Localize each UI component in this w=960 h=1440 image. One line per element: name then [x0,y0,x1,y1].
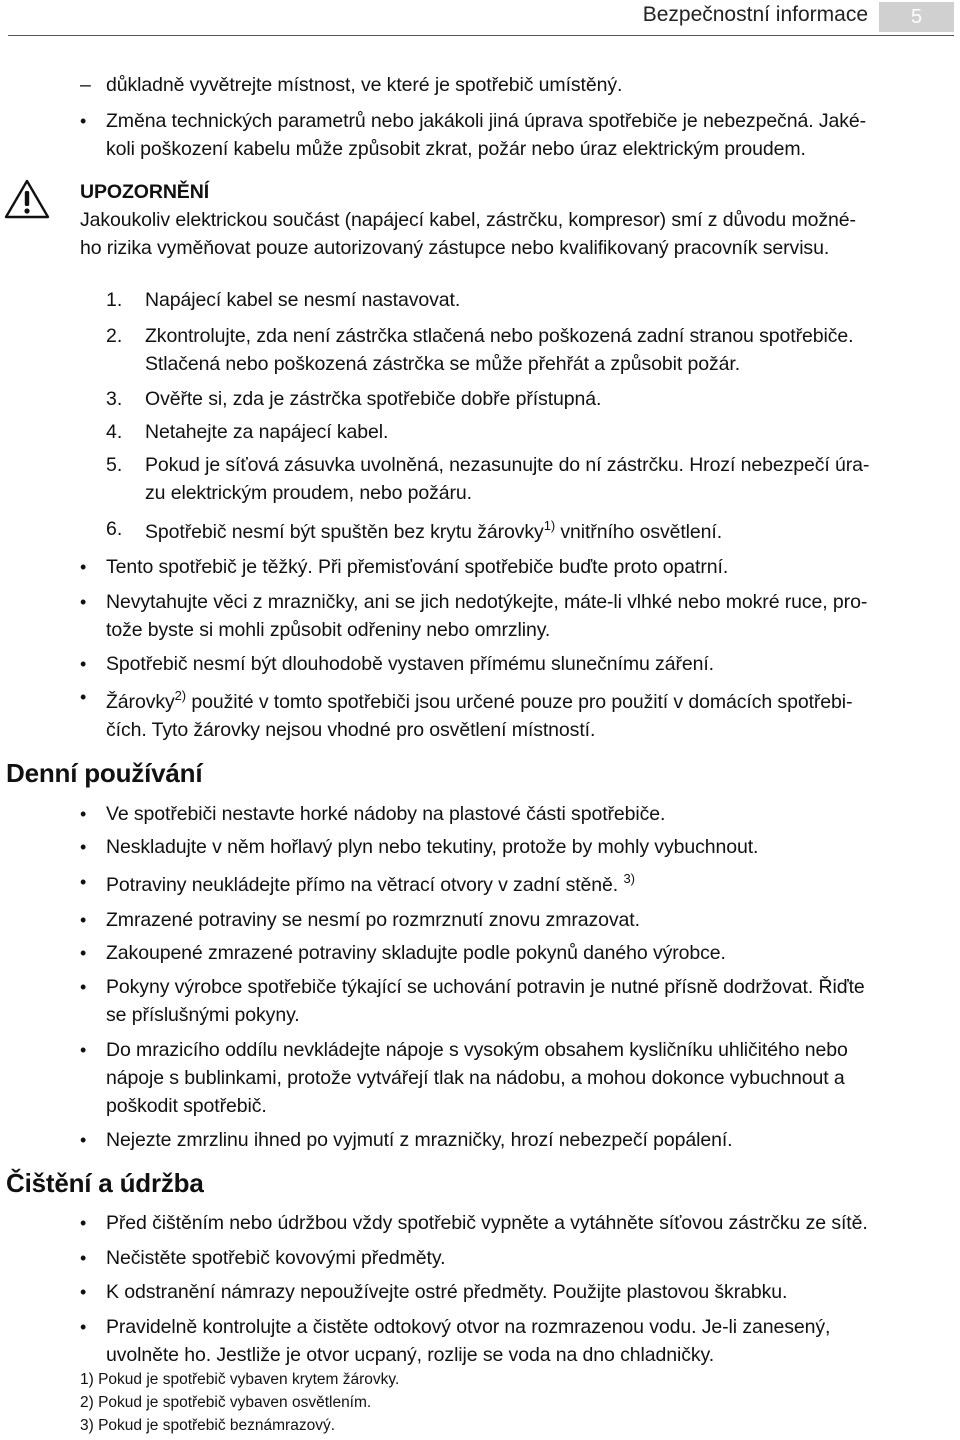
bullet-text: Pokyny výrobce spotřebiče týkající se uchování potravin je nutné přísně dodržovat. Řiďte [106,976,865,998]
bullet-marker: • [80,910,87,930]
footnote: 1) Pokud je spotřebič vybaven krytem žárovky. [80,1371,400,1388]
section-heading-cleaning: Čištění a údržba [6,1168,204,1198]
bullet-text: Nevytahujte věci z mrazničky, ani se jich nedotýkejte, máte-li vlhké nebo mokré ruce, pro- [106,591,868,613]
bullet-marker: • [80,592,87,612]
footnote: 3) Pokud je spotřebič beznámrazový. [80,1417,336,1434]
bullet-marker: • [80,687,87,707]
bullet-text: Nečistěte spotřebič kovovými předměty. [106,1247,446,1269]
warning-title: UPOZORNĚNÍ [80,181,210,203]
bullet-text: Zmrazené potraviny se nesmí po rozmrznutí znovu zmrazovat. [106,909,640,931]
bullet-text: koli poškození kabelu může způsobit zkrat, požár nebo úraz elektrickým proudem. [106,138,806,160]
bullet-marker: • [80,1213,87,1233]
bullet-text: tože byste si mohli způsobit odřeniny nebo omrzliny. [106,619,551,641]
bullet-text: Zakoupené zmrazené potraviny skladujte podle pokynů daného výrobce. [106,942,726,964]
bullet-marker: • [80,977,87,997]
dash-item: – důkladně vyvětrejte místnost, ve které je spotřebič umístěný. [80,74,623,96]
bullet-text: Žárovky$^{2)}$ použité v tomto spotřebiči jsou určené pouze pro použití v domácích spotřebi- [106,688,853,713]
bullet-marker: • [80,837,87,857]
numbered-item: Stlačená nebo poškozená zástrčka se může přehřát a způsobit požár. [145,353,741,375]
numbered-item: Napájecí kabel se nesmí nastavovat. [145,289,461,311]
list-number: 1. [106,289,123,311]
bullet-marker: • [80,1130,87,1150]
bullet-marker: • [80,1248,87,1268]
bullet-text: Spotřebič nesmí být dlouhodobě vystaven přímému slunečnímu záření. [106,653,714,675]
numbered-item: Ověřte si, zda je zástrčka spotřebiče dobře přístupná. [145,388,602,410]
bullet-text: K odstranění námrazy nepoužívejte ostré předměty. Použijte plastovou škrabku. [106,1281,788,1303]
page-number-badge: 5 [879,2,954,32]
list-number: 5. [106,454,123,476]
bullet-marker: • [80,1282,87,1302]
bullet-text: Změna technických parametrů nebo jakákoli jiná úprava spotřebiče je nebezpečná. Jaké- [106,110,867,132]
header-rule [8,35,954,36]
section-heading-daily-use: Denní používání [6,758,203,788]
bullet-marker: • [80,804,87,824]
warning-triangle-icon [4,178,50,220]
bullet-marker: • [80,1317,87,1337]
bullet-marker: • [80,654,87,674]
bullet-text: Nejezte zmrzlinu ihned po vyjmutí z mrazničky, hrozí nebezpečí popálení. [106,1129,733,1151]
bullet-marker: • [80,872,87,892]
bullet-text: Pravidelně kontrolujte a čistěte odtokový otvor na rozmrazenou vodu. Je-li zanesený, [106,1316,831,1338]
bullet-text: Potraviny neukládejte přímo na větrací otvory v zadní stěně. $^{3)}$ [106,871,635,896]
warning-text: Jakoukoliv elektrickou součást (napájecí kabel, zástrčku, kompresor) smí z důvodu možné- [80,209,856,231]
bullet-text: uvolněte ho. Jestliže je otvor ucpaný, rozlije se voda na dno chladničky. [106,1344,715,1366]
numbered-item: Zkontrolujte, zda není zástrčka stlačená nebo poškozená zadní stranou spotřebiče. [145,325,854,347]
numbered-item: Netahejte za napájecí kabel. [145,421,389,443]
bullet-text: Ve spotřebiči nestavte horké nádoby na plastové části spotřebiče. [106,803,666,825]
numbered-item: Spotřebič nesmí být spuštěn bez krytu žárovky$^{1)}$ vnitřního osvětlení. [145,518,723,543]
list-number: 2. [106,325,123,347]
bullet-text: poškodit spotřebič. [106,1095,267,1117]
footnote: 2) Pokud je spotřebič vybaven osvětlením. [80,1394,372,1411]
numbered-item: zu elektrickým proudem, nebo požáru. [145,482,472,504]
bullet-marker: • [80,557,87,577]
bullet-marker: • [80,1040,87,1060]
running-header-title: Bezpečnostní informace [642,3,868,26]
bullet-text: Tento spotřebič je těžký. Při přemisťování spotřebiče buďte proto opatrní. [106,556,729,578]
list-number: 4. [106,421,123,443]
list-number: 3. [106,388,123,410]
bullet-marker: • [80,943,87,963]
bullet-marker: • [80,111,87,131]
bullet-text: Před čištěním nebo údržbou vždy spotřebič vypněte a vytáhněte síťovou zástrčku ze sítě. [106,1212,868,1234]
bullet-text: se příslušnými pokyny. [106,1004,300,1026]
list-number: 6. [106,518,123,540]
bullet-text: Do mrazicího oddílu nevkládejte nápoje s vysokým obsahem kysličníku uhličitého nebo [106,1039,848,1061]
bullet-text: Neskladujte v něm hořlavý plyn nebo tekutiny, protože by mohly vybuchnout. [106,836,759,858]
numbered-item: Pokud je síťová zásuvka uvolněná, nezasunujte do ní zástrčku. Hrozí nebezpečí úra- [145,454,870,476]
warning-text: ho rizika vyměňovat pouze autorizovaný zástupce nebo kvalifikovaný pracovník servisu. [80,237,830,259]
bullet-text: čích. Tyto žárovky nejsou vhodné pro osvětlení místností. [106,719,596,741]
bullet-text: nápoje s bublinkami, protože vytvářejí tlak na nádobu, a mohou dokonce vybuchnout a [106,1067,845,1089]
